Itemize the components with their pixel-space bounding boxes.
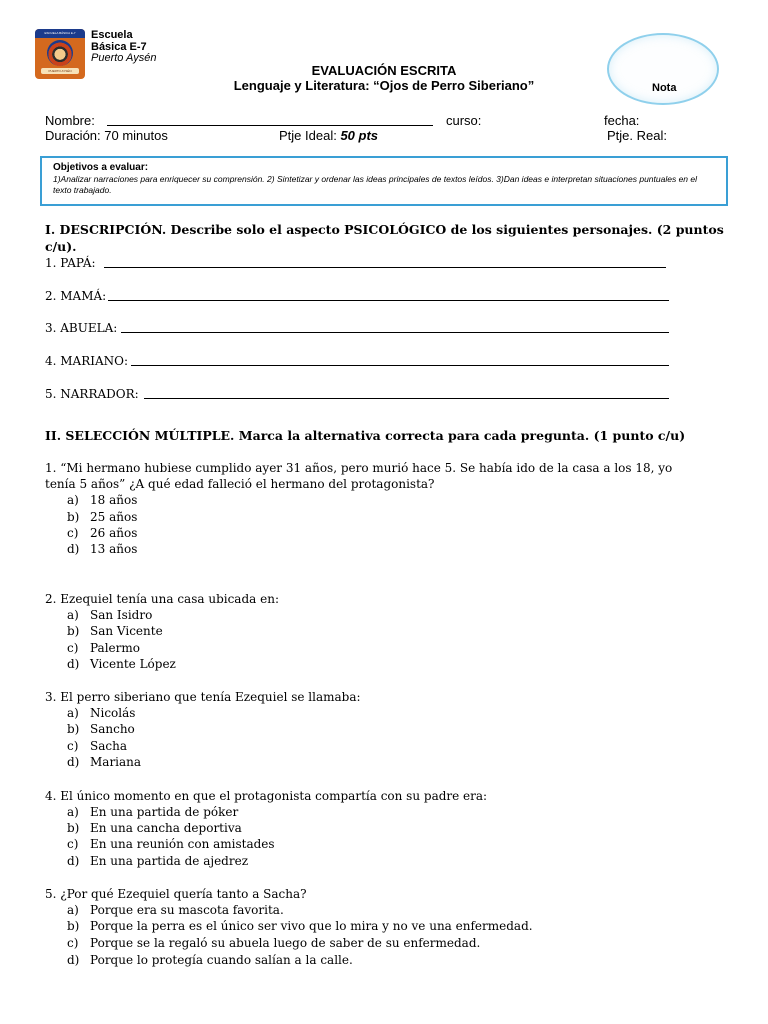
question-2-option-a[interactable]	[67, 607, 152, 623]
option-text: 13 años	[90, 542, 138, 556]
question-1-text-line2: tenía 5 años” ¿A qué edad falleció el hermano del protagonista?	[45, 477, 435, 491]
option-letter: d)	[67, 953, 80, 967]
option-text: Palermo	[90, 641, 140, 655]
answer-line-narrador[interactable]	[144, 398, 669, 399]
option-letter: b)	[67, 722, 80, 736]
question-3-text: 3. El perro siberiano que tenía Ezequiel se llamaba:	[45, 690, 361, 704]
course-label: curso:	[446, 113, 482, 128]
option-text: En una partida de póker	[90, 805, 239, 819]
logo-top-text: ESCUELA BÁSICA E-7	[35, 29, 85, 38]
question-1-option-b[interactable]	[67, 509, 137, 525]
section1-heading-line2: c/u).	[45, 239, 77, 254]
option-text: 26 años	[90, 526, 138, 540]
question-5-text: 5. ¿Por qué Ezequiel quería tanto a Sacha?	[45, 887, 307, 901]
question-5-option-b[interactable]	[67, 918, 533, 934]
question-4-option-a[interactable]	[67, 804, 238, 820]
school-name-line2: Básica E-7	[91, 41, 147, 53]
ideal-score	[279, 128, 378, 143]
description-item-narrador: 5. NARRADOR:	[45, 387, 139, 401]
answer-line-papa[interactable]	[104, 267, 666, 268]
option-text: Sacha	[90, 739, 127, 753]
option-text: Mariana	[90, 755, 142, 769]
option-letter: a)	[67, 706, 79, 720]
option-text: Sancho	[90, 722, 135, 736]
logo-bottom-text: PUERTO AYSÉN	[41, 68, 79, 74]
option-letter: a)	[67, 805, 79, 819]
option-text: Vicente López	[90, 657, 176, 671]
description-item-mama: 2. MAMÁ:	[45, 289, 107, 303]
name-label: Nombre:	[45, 113, 95, 128]
answer-line-mariano[interactable]	[131, 365, 669, 366]
option-text: Porque era su mascota favorita.	[90, 903, 284, 917]
question-5-option-c[interactable]	[67, 935, 480, 951]
question-5-option-d[interactable]	[67, 952, 353, 968]
option-letter: b)	[67, 510, 80, 524]
question-4-option-d[interactable]	[67, 853, 248, 869]
question-3-option-d[interactable]	[67, 754, 141, 770]
option-text: En una cancha deportiva	[90, 821, 242, 835]
description-item-abuela: 3. ABUELA:	[45, 321, 118, 335]
question-3-option-a[interactable]	[67, 705, 135, 721]
option-letter: a)	[67, 493, 79, 507]
real-score-label: Ptje. Real:	[607, 128, 667, 143]
option-letter: b)	[67, 624, 80, 638]
question-1-text-line1: 1. “Mi hermano hubiese cumplido ayer 31 años, pero murió hace 5. Se había ido de la casa a los 18, yo	[45, 461, 673, 475]
school-name-line1: Escuela	[91, 29, 133, 41]
question-4-option-b[interactable]	[67, 820, 242, 836]
question-5-option-a[interactable]	[67, 902, 284, 918]
option-text: San Vicente	[90, 624, 163, 638]
objectives-text: 1)Analizar narraciones para enriquecer su comprensión. 2) Sintetizar y ordenar las ideas principales de textos leídos. 3)Dan ideas e interpretan situaciones puntuales en el texto trabajado.	[53, 174, 697, 195]
school-location: Puerto Aysén	[91, 52, 157, 64]
option-letter: d)	[67, 854, 80, 868]
option-letter: c)	[67, 641, 79, 655]
option-letter: c)	[67, 526, 79, 540]
option-letter: c)	[67, 739, 79, 753]
question-2-text: 2. Ezequiel tenía una casa ubicada en:	[45, 592, 279, 606]
option-text: 25 años	[90, 510, 138, 524]
ideal-score-value: 50 pts	[340, 128, 379, 143]
description-item-papa: 1. PAPÁ:	[45, 256, 96, 270]
option-text: San Isidro	[90, 608, 153, 622]
section2-heading: II. SELECCIÓN MÚLTIPLE. Marca la alternativa correcta para cada pregunta. (1 punto c/u)	[45, 428, 686, 443]
option-text: Porque la perra es el único ser vivo que lo mira y no ve una enfermedad.	[90, 919, 533, 933]
answer-line-mama[interactable]	[108, 300, 669, 301]
option-letter: a)	[67, 903, 79, 917]
option-letter: d)	[67, 657, 80, 671]
option-text: Porque se la regaló su abuela luego de saber de su enfermedad.	[90, 936, 481, 950]
option-letter: c)	[67, 837, 79, 851]
question-2-option-c[interactable]	[67, 640, 140, 656]
option-letter: d)	[67, 755, 80, 769]
option-letter: b)	[67, 821, 80, 835]
question-1-option-c[interactable]	[67, 525, 137, 541]
option-text: 18 años	[90, 493, 138, 507]
answer-line-abuela[interactable]	[121, 332, 669, 333]
question-4-text: 4. El único momento en que el protagonista compartía con su padre era:	[45, 789, 488, 803]
duration-label: Duración: 70 minutos	[45, 128, 168, 143]
option-letter: c)	[67, 936, 79, 950]
option-text: En una reunión con amistades	[90, 837, 275, 851]
page-title: EVALUACIÓN ESCRITA	[311, 63, 457, 78]
page-subtitle: Lenguaje y Literatura: “Ojos de Perro Siberiano”	[233, 78, 535, 93]
option-letter: d)	[67, 542, 80, 556]
option-text: En una partida de ajedrez	[90, 854, 249, 868]
question-1-option-d[interactable]	[67, 541, 137, 557]
section1-heading	[45, 221, 735, 255]
question-2-option-d[interactable]	[67, 656, 176, 672]
section1-heading-line1: I. DESCRIPCIÓN. Describe solo el aspecto PSICOLÓGICO de los siguientes personajes. (2 puntos	[45, 222, 724, 237]
question-3-option-b[interactable]	[67, 721, 135, 737]
name-input-line[interactable]	[107, 125, 433, 126]
question-1-option-a[interactable]	[67, 492, 137, 508]
date-label: fecha:	[604, 113, 640, 128]
option-text: Porque lo protegía cuando salían a la calle.	[90, 953, 353, 967]
grade-label: Nota	[652, 82, 677, 94]
question-3-option-c[interactable]	[67, 738, 127, 754]
objectives-title: Objetivos a evaluar:	[53, 162, 149, 173]
option-text: Nicolás	[90, 706, 136, 720]
description-item-mariano: 4. MARIANO:	[45, 354, 129, 368]
question-4-option-c[interactable]	[67, 836, 275, 852]
question-2-option-b[interactable]	[67, 623, 163, 639]
option-letter: a)	[67, 608, 79, 622]
option-letter: b)	[67, 919, 80, 933]
ideal-score-label: Ptje Ideal:	[279, 128, 337, 143]
